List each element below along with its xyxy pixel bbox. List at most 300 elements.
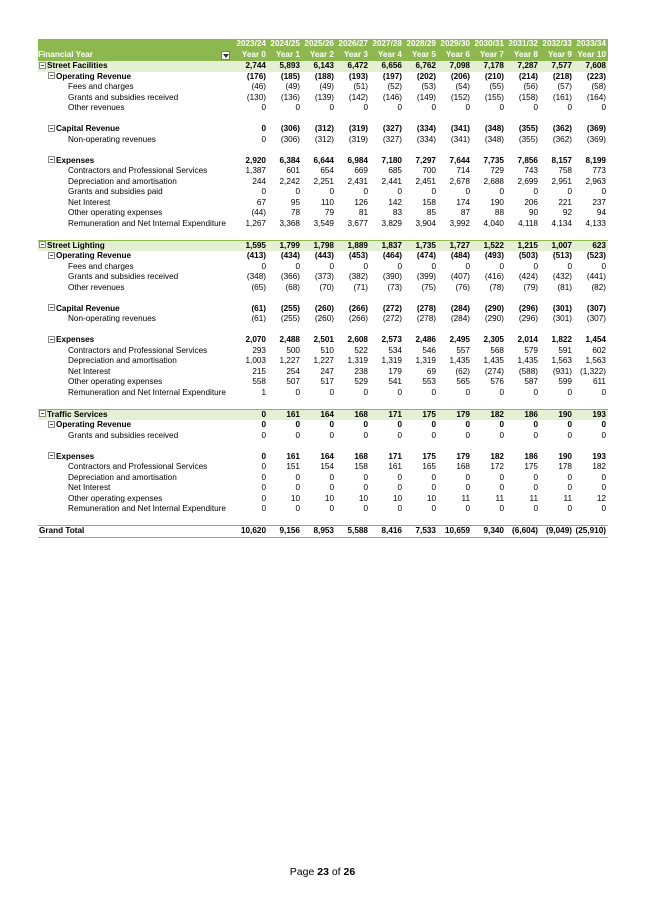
value-cell: 729 <box>490 166 504 175</box>
value-cell: 0 <box>431 420 436 429</box>
value-cell: (312) <box>314 134 334 144</box>
value-cell: (274) <box>484 366 504 376</box>
value-cell: (369) <box>586 134 606 144</box>
value-cell: 1,435 <box>449 356 470 365</box>
value-cell: 0 <box>329 504 334 513</box>
row-label-cell <box>38 346 234 357</box>
value-cell: 507 <box>286 377 300 386</box>
subsection-row <box>38 124 608 135</box>
value-cell: 0 <box>431 187 436 196</box>
value-cell: (278) <box>416 314 436 323</box>
collapse-icon[interactable] <box>48 304 55 311</box>
row-label: Non-operating revenues <box>68 134 156 144</box>
value-cell: 0 <box>567 420 572 429</box>
filter-dropdown-icon[interactable] <box>221 51 230 60</box>
value-cell: (149) <box>416 92 436 102</box>
row-label: Operating Revenue <box>56 251 132 260</box>
value-cell: 0 <box>431 430 436 440</box>
year-header: 2028/29 <box>404 39 438 50</box>
header-years-row <box>38 39 608 50</box>
value-cell: 0 <box>397 420 402 429</box>
item-row <box>38 356 608 367</box>
value-cell: (130) <box>246 92 266 102</box>
value-cell: 2,688 <box>483 176 504 186</box>
value-cell: 7,608 <box>574 61 608 72</box>
value-cell: 0 <box>397 472 402 482</box>
value-cell: (58) <box>591 82 606 91</box>
value-cell: 10 <box>392 493 402 503</box>
value-cell: 5,893 <box>268 61 302 72</box>
value-cell: (146) <box>382 92 402 102</box>
row-label: Grants and subsidies paid <box>68 187 163 196</box>
value-cell: (56) <box>523 82 538 91</box>
collapse-icon[interactable] <box>48 252 55 259</box>
value-cell: 576 <box>490 377 504 386</box>
value-cell: 0 <box>397 103 402 112</box>
row-label: Fees and charges <box>68 82 134 91</box>
value-cell: 2,963 <box>585 176 606 186</box>
row-label-cell <box>38 251 234 262</box>
row-label: Net Interest <box>68 197 111 207</box>
row-label-cell <box>38 283 234 294</box>
value-cell: 0 <box>499 472 504 482</box>
value-cell: 0 <box>567 483 572 492</box>
value-cell: 94 <box>596 208 606 217</box>
value-cell: 0 <box>567 387 572 397</box>
item-row <box>38 262 608 273</box>
row-label: Other operating expenses <box>68 377 163 386</box>
value-cell: 0 <box>261 483 266 492</box>
value-cell: 178 <box>558 462 572 471</box>
item-row <box>38 494 608 505</box>
row-label-cell <box>38 431 234 442</box>
table-body <box>38 39 608 537</box>
value-cell: (152) <box>450 92 470 102</box>
section-row <box>38 409 608 420</box>
collapse-icon[interactable] <box>39 410 46 417</box>
value-cell: 0 <box>533 504 538 513</box>
value-cell: 158 <box>354 462 368 471</box>
value-cell: 95 <box>290 197 300 207</box>
row-label: Grants and subsidies received <box>68 92 179 102</box>
value-cell: 0 <box>499 187 504 196</box>
value-cell: 601 <box>286 166 300 175</box>
collapse-icon[interactable] <box>48 452 55 459</box>
value-cell: 0 <box>533 103 538 112</box>
collapse-icon[interactable] <box>48 421 55 428</box>
period-header: Year 3 <box>336 50 370 61</box>
row-label-cell <box>38 304 234 315</box>
value-cell: (301) <box>552 314 572 323</box>
value-cell: 179 <box>438 409 472 420</box>
value-cell: 557 <box>456 345 470 355</box>
value-cell: 579 <box>524 345 538 355</box>
value-cell: 0 <box>261 187 266 196</box>
value-cell: 92 <box>562 208 572 217</box>
year-header: 2031/32 <box>506 39 540 50</box>
value-cell: 9,340 <box>472 526 506 538</box>
value-cell: (202) <box>416 71 436 81</box>
collapse-icon[interactable] <box>48 156 55 163</box>
collapse-icon[interactable] <box>48 72 55 79</box>
value-cell: 8,199 <box>585 155 606 165</box>
row-label-cell <box>38 504 234 515</box>
value-cell: 0 <box>601 504 606 513</box>
item-row <box>38 314 608 325</box>
value-cell: (474) <box>416 251 436 260</box>
value-cell: 0 <box>329 472 334 482</box>
value-cell: (71) <box>353 282 368 292</box>
value-cell: 3,368 <box>279 218 300 228</box>
value-cell: 1,837 <box>370 240 404 251</box>
value-cell: 0 <box>601 420 606 429</box>
value-cell: (210) <box>484 71 504 81</box>
value-cell: 7,533 <box>404 526 438 538</box>
value-cell: 0 <box>295 472 300 482</box>
value-cell: (443) <box>314 251 334 260</box>
row-label: Expenses <box>56 155 95 165</box>
value-cell: 7,856 <box>517 155 538 165</box>
row-label: Depreciation and amortisation <box>68 176 177 186</box>
value-cell: 2,920 <box>245 155 266 165</box>
item-row <box>38 272 608 283</box>
value-cell: 0 <box>431 103 436 112</box>
spacer-row <box>38 114 608 125</box>
value-cell: (348) <box>484 124 504 133</box>
value-cell: 7,577 <box>540 61 574 72</box>
period-header: Year 5 <box>404 50 438 61</box>
value-cell: (319) <box>348 134 368 144</box>
value-cell: 0 <box>234 409 268 420</box>
value-cell: 0 <box>295 420 300 429</box>
value-cell: 3,829 <box>381 218 402 228</box>
value-cell: (223) <box>586 71 606 81</box>
value-cell: 0 <box>499 103 504 112</box>
spacer-row <box>38 441 608 452</box>
value-cell: 154 <box>320 462 334 471</box>
value-cell: (25,910) <box>575 526 606 535</box>
value-cell: 7,644 <box>449 155 470 165</box>
value-cell: 142 <box>388 197 402 207</box>
row-label: Contractors and Professional Services <box>68 166 208 175</box>
value-cell: 0 <box>329 420 334 429</box>
row-label: Depreciation and amortisation <box>68 472 177 482</box>
value-cell: 3,677 <box>347 218 368 228</box>
value-cell: 0 <box>533 483 538 492</box>
header-periods-row <box>38 50 608 61</box>
value-cell: 4,134 <box>551 218 572 228</box>
item-row <box>38 346 608 357</box>
value-cell: (185) <box>280 71 300 81</box>
value-cell: (75) <box>421 282 436 292</box>
value-cell: 541 <box>388 377 402 386</box>
item-row <box>38 377 608 388</box>
value-cell: 186 <box>506 409 540 420</box>
value-cell: 164 <box>302 409 336 420</box>
value-cell: 7,180 <box>381 155 402 165</box>
value-cell: 0 <box>533 472 538 482</box>
period-header: Year 9 <box>540 50 574 61</box>
row-label-cell <box>38 526 234 538</box>
spacer-cell <box>38 325 608 336</box>
value-cell: (493) <box>484 251 504 260</box>
value-cell: 164 <box>320 451 334 461</box>
row-label-cell <box>38 93 234 104</box>
row-label-cell <box>38 314 234 325</box>
value-cell: 0 <box>261 462 266 471</box>
value-cell: 6,984 <box>347 155 368 165</box>
value-cell: 0 <box>329 430 334 440</box>
value-cell: 0 <box>329 483 334 492</box>
value-cell: 1,319 <box>347 356 368 365</box>
value-cell: 546 <box>422 345 436 355</box>
header-corner <box>38 39 234 50</box>
value-cell: (278) <box>416 303 436 313</box>
value-cell: 2,488 <box>279 335 300 344</box>
subsection-row <box>38 251 608 262</box>
value-cell: 0 <box>499 504 504 513</box>
value-cell: (413) <box>246 251 266 260</box>
value-cell: 0 <box>261 134 266 144</box>
collapse-icon[interactable] <box>39 241 46 248</box>
value-cell: (341) <box>450 124 470 133</box>
row-label-cell <box>38 356 234 367</box>
value-cell: 182 <box>472 409 506 420</box>
financial-year-header <box>38 50 234 61</box>
value-cell: 1,798 <box>302 240 336 251</box>
spacer-cell <box>38 229 608 240</box>
period-header: Year 10 <box>574 50 608 61</box>
value-cell: 10,620 <box>234 526 268 538</box>
value-cell: 0 <box>363 387 368 397</box>
row-label-cell <box>38 156 234 167</box>
value-cell: 215 <box>252 366 266 376</box>
value-cell: 510 <box>320 345 334 355</box>
value-cell: 151 <box>286 462 300 471</box>
value-cell: 81 <box>358 208 368 217</box>
item-row <box>38 208 608 219</box>
value-cell: 11 <box>529 493 538 503</box>
value-cell: (53) <box>421 82 436 91</box>
value-cell: 0 <box>567 103 572 112</box>
value-cell: 10 <box>358 493 368 503</box>
value-cell: 714 <box>456 166 470 175</box>
value-cell: 0 <box>363 430 368 440</box>
value-cell: 0 <box>363 483 368 492</box>
value-cell: (176) <box>246 71 266 81</box>
value-cell: 0 <box>601 430 606 440</box>
row-label: Non-operating revenues <box>68 314 156 323</box>
row-label: Other revenues <box>68 103 125 112</box>
value-cell: 2,441 <box>381 176 402 186</box>
item-row <box>38 388 608 399</box>
value-cell: 83 <box>392 208 402 217</box>
period-header: Year 6 <box>438 50 472 61</box>
row-label-cell <box>38 377 234 388</box>
value-cell: 1,799 <box>268 240 302 251</box>
value-cell: 1,003 <box>245 356 266 365</box>
value-cell: 591 <box>558 345 572 355</box>
collapse-icon[interactable] <box>48 336 55 343</box>
value-cell: 0 <box>363 261 368 271</box>
value-cell: 7,297 <box>415 155 436 165</box>
value-cell: 7,098 <box>438 61 472 72</box>
value-cell: 654 <box>320 166 334 175</box>
year-header: 2026/27 <box>336 39 370 50</box>
value-cell: 7,735 <box>483 155 504 165</box>
collapse-icon[interactable] <box>48 125 55 132</box>
value-cell: 0 <box>465 387 470 397</box>
value-cell: 1,267 <box>245 218 266 228</box>
value-cell: (9,049) <box>540 526 574 538</box>
value-cell: 0 <box>465 187 470 196</box>
value-cell: 1,387 <box>245 166 266 175</box>
row-label-cell <box>38 219 234 230</box>
value-cell: 0 <box>363 420 368 429</box>
value-cell: 2,486 <box>415 335 436 344</box>
value-cell: 182 <box>490 451 504 461</box>
year-header: 2027/28 <box>370 39 404 50</box>
value-cell: 88 <box>494 208 504 217</box>
row-label-cell <box>38 462 234 473</box>
year-header: 2024/25 <box>268 39 302 50</box>
value-cell: 1,563 <box>551 356 572 365</box>
value-cell: 2,431 <box>347 176 368 186</box>
value-cell: (260) <box>314 303 334 313</box>
value-cell: 0 <box>431 483 436 492</box>
row-label-cell <box>38 272 234 283</box>
value-cell: 1,435 <box>517 356 538 365</box>
value-cell: 171 <box>388 451 402 461</box>
value-cell: 6,644 <box>313 155 334 165</box>
value-cell: (1,322) <box>580 366 606 376</box>
value-cell: 0 <box>261 420 266 429</box>
period-header: Year 4 <box>370 50 404 61</box>
value-cell: (73) <box>387 282 402 292</box>
value-cell: 179 <box>456 451 470 461</box>
period-header: Year 1 <box>268 50 302 61</box>
value-cell: 110 <box>320 197 334 207</box>
value-cell: 78 <box>290 208 300 217</box>
value-cell: 743 <box>524 166 538 175</box>
value-cell: (44) <box>251 208 266 217</box>
value-cell: 0 <box>329 261 334 271</box>
value-cell: (62) <box>455 366 470 376</box>
subsection-row <box>38 156 608 167</box>
value-cell: 254 <box>286 366 300 376</box>
section-row <box>38 61 608 72</box>
value-cell: (136) <box>280 92 300 102</box>
page-total: 26 <box>343 866 356 878</box>
value-cell: 1 <box>261 387 266 397</box>
value-cell: 67 <box>256 197 266 207</box>
value-cell: 0 <box>567 472 572 482</box>
value-cell: (260) <box>314 314 334 323</box>
year-header: 2030/31 <box>472 39 506 50</box>
value-cell: (312) <box>314 124 334 133</box>
value-cell: 2,070 <box>245 335 266 344</box>
value-cell: 1,822 <box>551 335 572 344</box>
row-label-cell <box>38 61 234 72</box>
value-cell: 0 <box>499 261 504 271</box>
value-cell: (327) <box>382 124 402 133</box>
item-row <box>38 135 608 146</box>
value-cell: (51) <box>353 82 368 91</box>
row-label: Capital Revenue <box>56 124 120 133</box>
spacer-cell <box>38 441 608 452</box>
value-cell: (296) <box>518 303 538 313</box>
period-header: Year 2 <box>302 50 336 61</box>
value-cell: (355) <box>518 134 538 144</box>
value-cell: 0 <box>295 483 300 492</box>
value-cell: 529 <box>354 377 368 386</box>
value-cell: (266) <box>348 314 368 323</box>
value-cell: (193) <box>348 71 368 81</box>
value-cell: 0 <box>499 430 504 440</box>
value-cell: 1,007 <box>540 240 574 251</box>
value-cell: (78) <box>489 282 504 292</box>
subsection-row <box>38 420 608 431</box>
value-cell: 11 <box>563 493 572 503</box>
value-cell: 1,454 <box>585 335 606 344</box>
item-row <box>38 219 608 230</box>
value-cell: 1,227 <box>279 356 300 365</box>
value-cell: 0 <box>465 103 470 112</box>
value-cell: (188) <box>314 71 334 81</box>
spacer-row <box>38 325 608 336</box>
value-cell: 0 <box>261 124 266 133</box>
value-cell: 179 <box>388 366 402 376</box>
value-cell: 165 <box>422 462 436 471</box>
item-row <box>38 483 608 494</box>
value-cell: 190 <box>558 451 572 461</box>
item-row <box>38 367 608 378</box>
value-cell: 193 <box>592 451 606 461</box>
value-cell: 1,435 <box>483 356 504 365</box>
value-cell: (255) <box>280 303 300 313</box>
page-footer <box>0 866 645 878</box>
value-cell: 175 <box>404 409 438 420</box>
row-label-cell <box>38 473 234 484</box>
year-header: 2023/24 <box>234 39 268 50</box>
value-cell: 0 <box>261 103 266 112</box>
value-cell: (57) <box>557 82 572 91</box>
value-cell: 8,953 <box>302 526 336 538</box>
value-cell: (334) <box>416 134 436 144</box>
row-label-cell <box>38 262 234 273</box>
value-cell: 6,656 <box>370 61 404 72</box>
value-cell: (453) <box>348 251 368 260</box>
value-cell: 0 <box>567 187 572 196</box>
value-cell: 0 <box>601 261 606 271</box>
value-cell: 193 <box>574 409 608 420</box>
value-cell: 2,573 <box>381 335 402 344</box>
value-cell: 11 <box>495 493 504 503</box>
item-row <box>38 462 608 473</box>
value-cell: (158) <box>518 92 538 102</box>
value-cell: 0 <box>329 103 334 112</box>
value-cell: 0 <box>533 261 538 271</box>
grand-total-row <box>38 526 608 538</box>
value-cell: 0 <box>431 472 436 482</box>
value-cell: (434) <box>280 251 300 260</box>
value-cell: 161 <box>388 462 402 471</box>
collapse-icon[interactable] <box>39 62 46 69</box>
value-cell: 623 <box>574 240 608 251</box>
spacer-row <box>38 145 608 156</box>
value-cell: (164) <box>586 92 606 102</box>
value-cell: 587 <box>524 377 538 386</box>
